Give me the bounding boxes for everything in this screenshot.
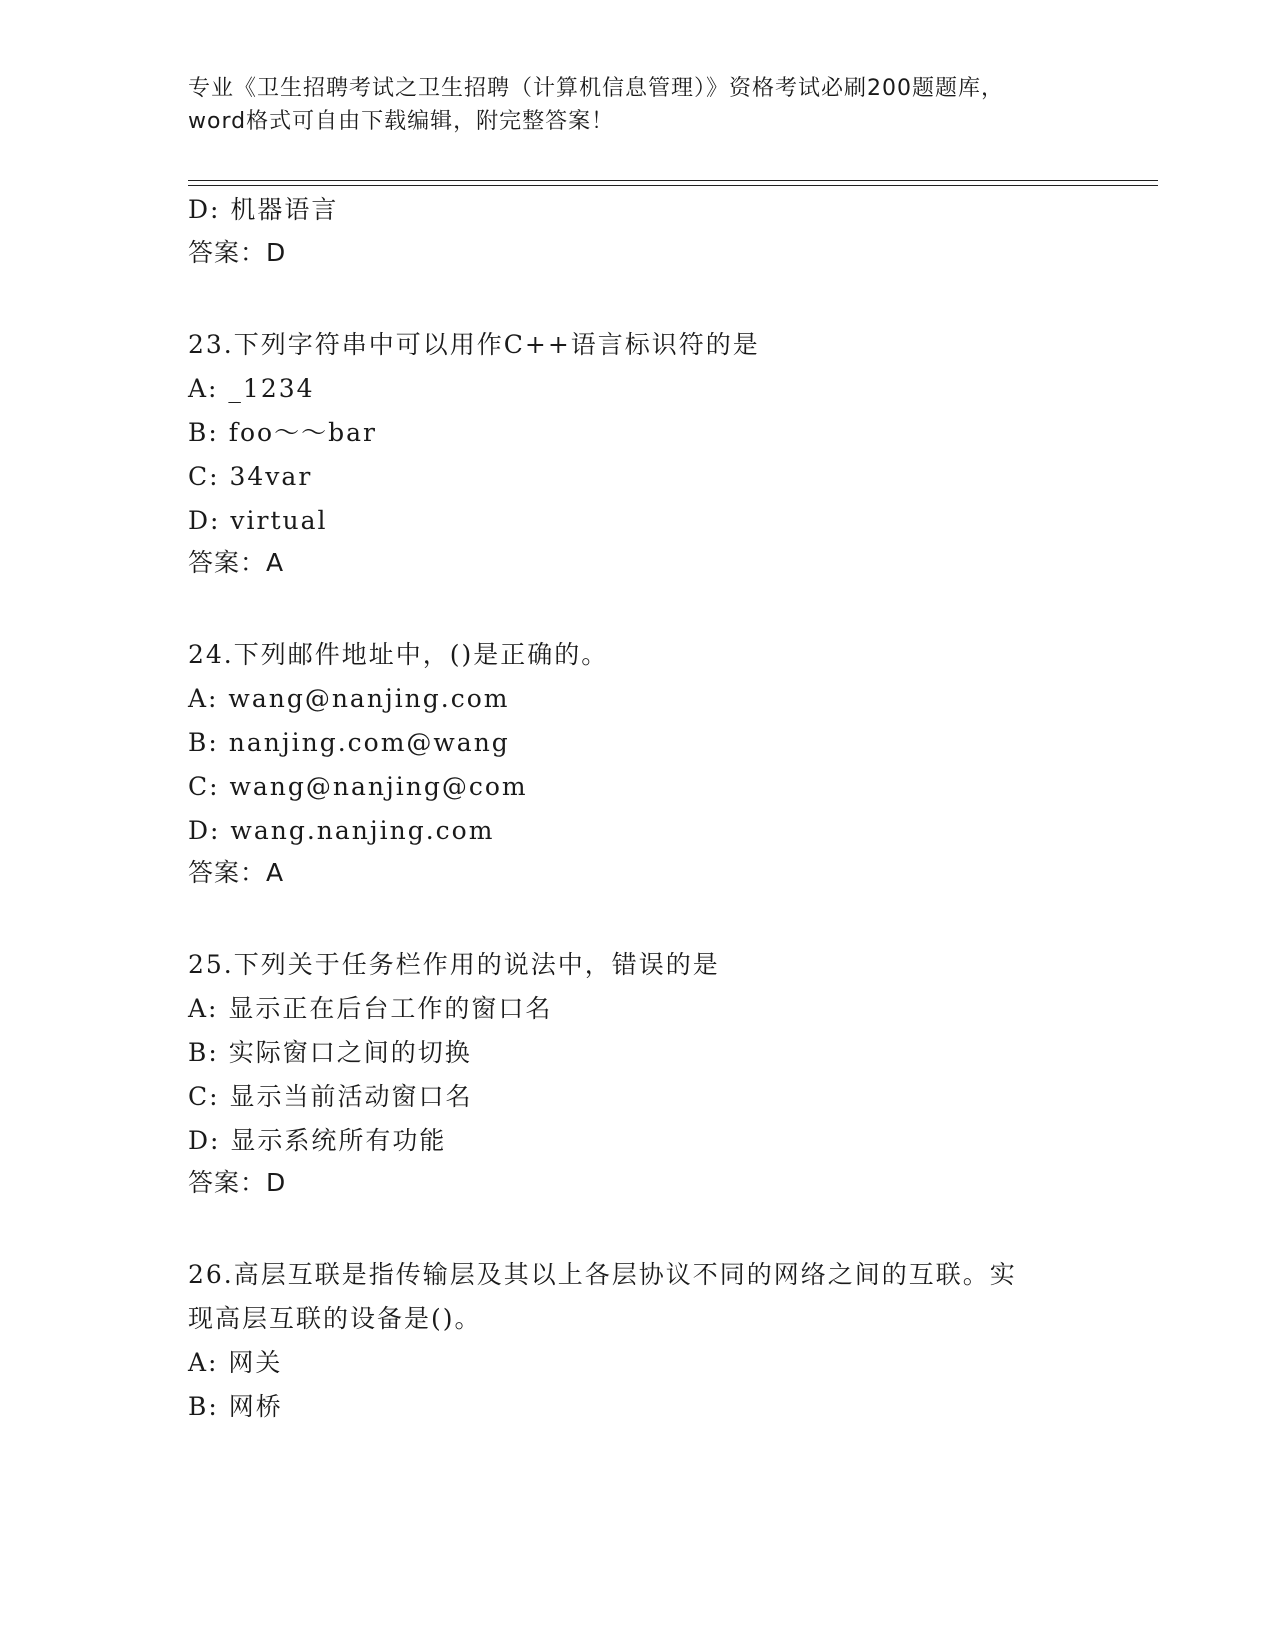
header-divider-bottom xyxy=(188,185,1158,186)
q25-stem: 25.下列关于任务栏作用的说法中，错误的是 xyxy=(188,950,720,979)
q25-option-b: B: 实际窗口之间的切换 xyxy=(188,1038,472,1067)
q22-answer: 答案：D xyxy=(188,238,287,267)
q25-option-a: A: 显示正在后台工作的窗口名 xyxy=(188,994,553,1023)
q22-option-d: D: 机器语言 xyxy=(188,195,339,224)
q25-option-c: C: 显示当前活动窗口名 xyxy=(188,1082,473,1111)
q26-option-b: B: 网桥 xyxy=(188,1392,283,1421)
q26-option-a: A: 网关 xyxy=(188,1348,283,1377)
q25-option-d: D: 显示系统所有功能 xyxy=(188,1126,447,1155)
document-header xyxy=(188,72,1088,138)
q23-answer: 答案：A xyxy=(188,548,285,577)
q26-stem-line-1: 26.高层互联是指传输层及其以上各层协议不同的网络之间的互联。实 xyxy=(188,1260,1017,1289)
q25-answer: 答案：D xyxy=(188,1168,287,1197)
q24-answer: 答案：A xyxy=(188,858,285,887)
q26-stem-line-2: 现高层互联的设备是()。 xyxy=(188,1304,482,1333)
q24-option-c: C: wang@nanjing@com xyxy=(188,772,528,801)
q23-option-b: B: foo～～bar xyxy=(188,418,377,447)
q23-option-a: A: _1234 xyxy=(188,374,315,403)
q24-option-d: D: wang.nanjing.com xyxy=(188,816,495,845)
q23-option-c: C: 34var xyxy=(188,462,313,491)
q24-stem: 24.下列邮件地址中，()是正确的。 xyxy=(188,640,609,669)
header-line-1: 专业《卫生招聘考试之卫生招聘（计算机信息管理）》资格考试必刷200题题库， xyxy=(188,76,1004,101)
q24-option-b: B: nanjing.com@wang xyxy=(188,728,510,757)
header-divider-top xyxy=(188,180,1158,181)
q23-stem: 23.下列字符串中可以用作C++语言标识符的是 xyxy=(188,330,760,359)
header-line-2: word格式可自由下载编辑，附完整答案！ xyxy=(188,109,615,134)
q23-option-d: D: virtual xyxy=(188,506,328,535)
q24-option-a: A: wang@nanjing.com xyxy=(188,684,510,713)
